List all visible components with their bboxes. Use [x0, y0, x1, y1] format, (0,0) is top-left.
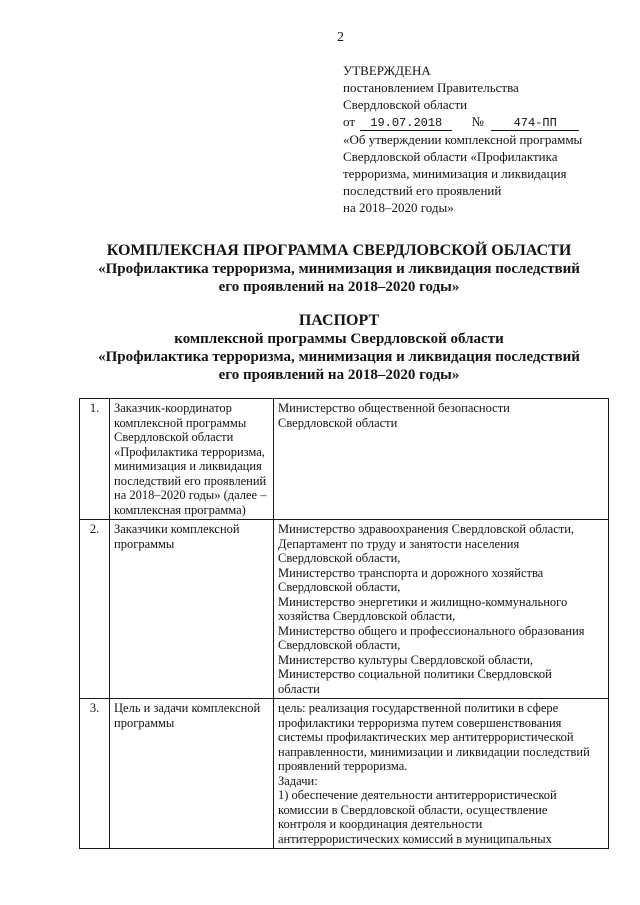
row-value: [274, 399, 609, 520]
approval-stamp: [343, 62, 623, 216]
row-value-line: антитеррористических комиссий в муниципальных: [278, 831, 552, 846]
approval-line: на 2018–2020 годы»: [343, 200, 454, 215]
row-value-line: цель: реализация государственной политики в сфере: [278, 701, 559, 715]
row-value-line: Департамент по труду и занятости населения: [278, 536, 520, 551]
approval-line: «Об утверждении комплексной программы: [343, 132, 583, 147]
row-label-line: программы: [114, 536, 175, 551]
row-value-line: 1) обеспечение деятельности антитеррористической: [278, 788, 557, 802]
table-row: [80, 699, 609, 849]
row-value-line: Свердловской области,: [278, 580, 401, 594]
row-value-line: хозяйства Свердловской области,: [278, 609, 456, 623]
approval-line: Свердловской области: [343, 97, 468, 112]
program-subtitle-line: его проявлений на 2018–2020 годы»: [218, 279, 460, 295]
row-label: [110, 699, 274, 849]
program-heading: [72, 242, 606, 296]
row-label-line: программы: [114, 715, 175, 730]
row-label-line: минимизация и ликвидация: [114, 459, 262, 473]
row-label-line: комплексная программа): [114, 502, 246, 517]
page-number: 2: [337, 30, 344, 45]
passport-title: ПАСПОРТ: [298, 312, 380, 329]
row-value: [274, 520, 609, 699]
approval-line: Свердловской области «Профилактика: [343, 149, 558, 164]
passport-table: [79, 398, 609, 849]
row-label-line: Свердловской области: [114, 430, 234, 444]
row-label: [110, 520, 274, 699]
row-label-line: Заказчики комплексной: [114, 522, 240, 536]
row-value-line: Свердловской области,: [278, 638, 401, 652]
row-label-line: Заказчик-координатор: [114, 401, 232, 415]
row-value-line: Министерство энергетики и жилищно-коммунального: [278, 594, 568, 609]
row-value-line: Министерство транспорта и дорожного хозяйства: [278, 565, 544, 580]
passport-subtitle-line: комплексной программы Свердловской области: [174, 331, 504, 347]
approval-date: 19.07.2018: [360, 117, 452, 131]
row-number: 3.: [80, 699, 110, 849]
approval-line: постановлением Правительства: [343, 80, 519, 95]
table-row: [80, 520, 609, 699]
row-value-line: контроля и координация деятельности: [278, 817, 483, 831]
approval-line: последствий его проявлений: [343, 183, 502, 198]
approval-date-number-line: [343, 113, 623, 131]
row-label: [110, 399, 274, 520]
row-value-line: проявлений терроризма.: [278, 759, 408, 773]
number-prefix: №: [471, 114, 484, 129]
table-row: [80, 399, 609, 520]
row-number: 1.: [80, 399, 110, 520]
program-subtitle-line: «Профилактика терроризма, минимизация и ликвидация последствий: [98, 261, 580, 277]
date-prefix: от: [343, 114, 356, 129]
approval-line: терроризма, минимизация и ликвидация: [343, 166, 567, 181]
row-label-line: Цель и задачи комплексной: [114, 701, 261, 715]
row-value-line: Задачи:: [278, 773, 318, 788]
approval-line: УТВЕРЖДЕНА: [343, 63, 431, 78]
passport-subtitle-line: «Профилактика терроризма, минимизация и ликвидация последствий: [98, 349, 580, 365]
row-value-line: Министерство социальной политики Свердловской: [278, 667, 552, 681]
row-value-line: Министерство общего и профессионального образования: [278, 623, 585, 638]
row-value-line: системы профилактических мер антитеррористической: [278, 730, 574, 744]
program-title: КОМПЛЕКСНАЯ ПРОГРАММА СВЕРДЛОВСКОЙ ОБЛАСТИ: [106, 242, 572, 259]
row-value-line: области: [278, 681, 320, 696]
approval-number: 474-ПП: [491, 117, 579, 131]
row-number: 2.: [80, 520, 110, 699]
row-label-line: «Профилактика терроризма,: [114, 444, 265, 459]
row-value-line: Министерство здравоохранения Свердловской области,: [278, 522, 575, 536]
row-value: [274, 699, 609, 849]
row-value-line: направленности, минимизации и ликвидации последствий: [278, 744, 590, 759]
row-value-line: Министерство культуры Свердловской области,: [278, 652, 534, 667]
passport-subtitle-line: его проявлений на 2018–2020 годы»: [218, 367, 460, 383]
row-label-line: комплексной программы: [114, 415, 247, 430]
passport-heading: [72, 312, 606, 384]
row-label-line: на 2018–2020 годы» (далее –: [114, 488, 267, 502]
row-value-line: Министерство общественной безопасности: [278, 401, 510, 415]
row-value-line: Свердловской области,: [278, 551, 401, 565]
row-value-line: Свердловской области: [278, 415, 398, 430]
row-label-line: последствий его проявлений: [114, 473, 267, 488]
row-value-line: комиссии в Свердловской области, осуществление: [278, 802, 548, 817]
row-value-line: профилактики терроризма путем совершенствования: [278, 715, 562, 730]
